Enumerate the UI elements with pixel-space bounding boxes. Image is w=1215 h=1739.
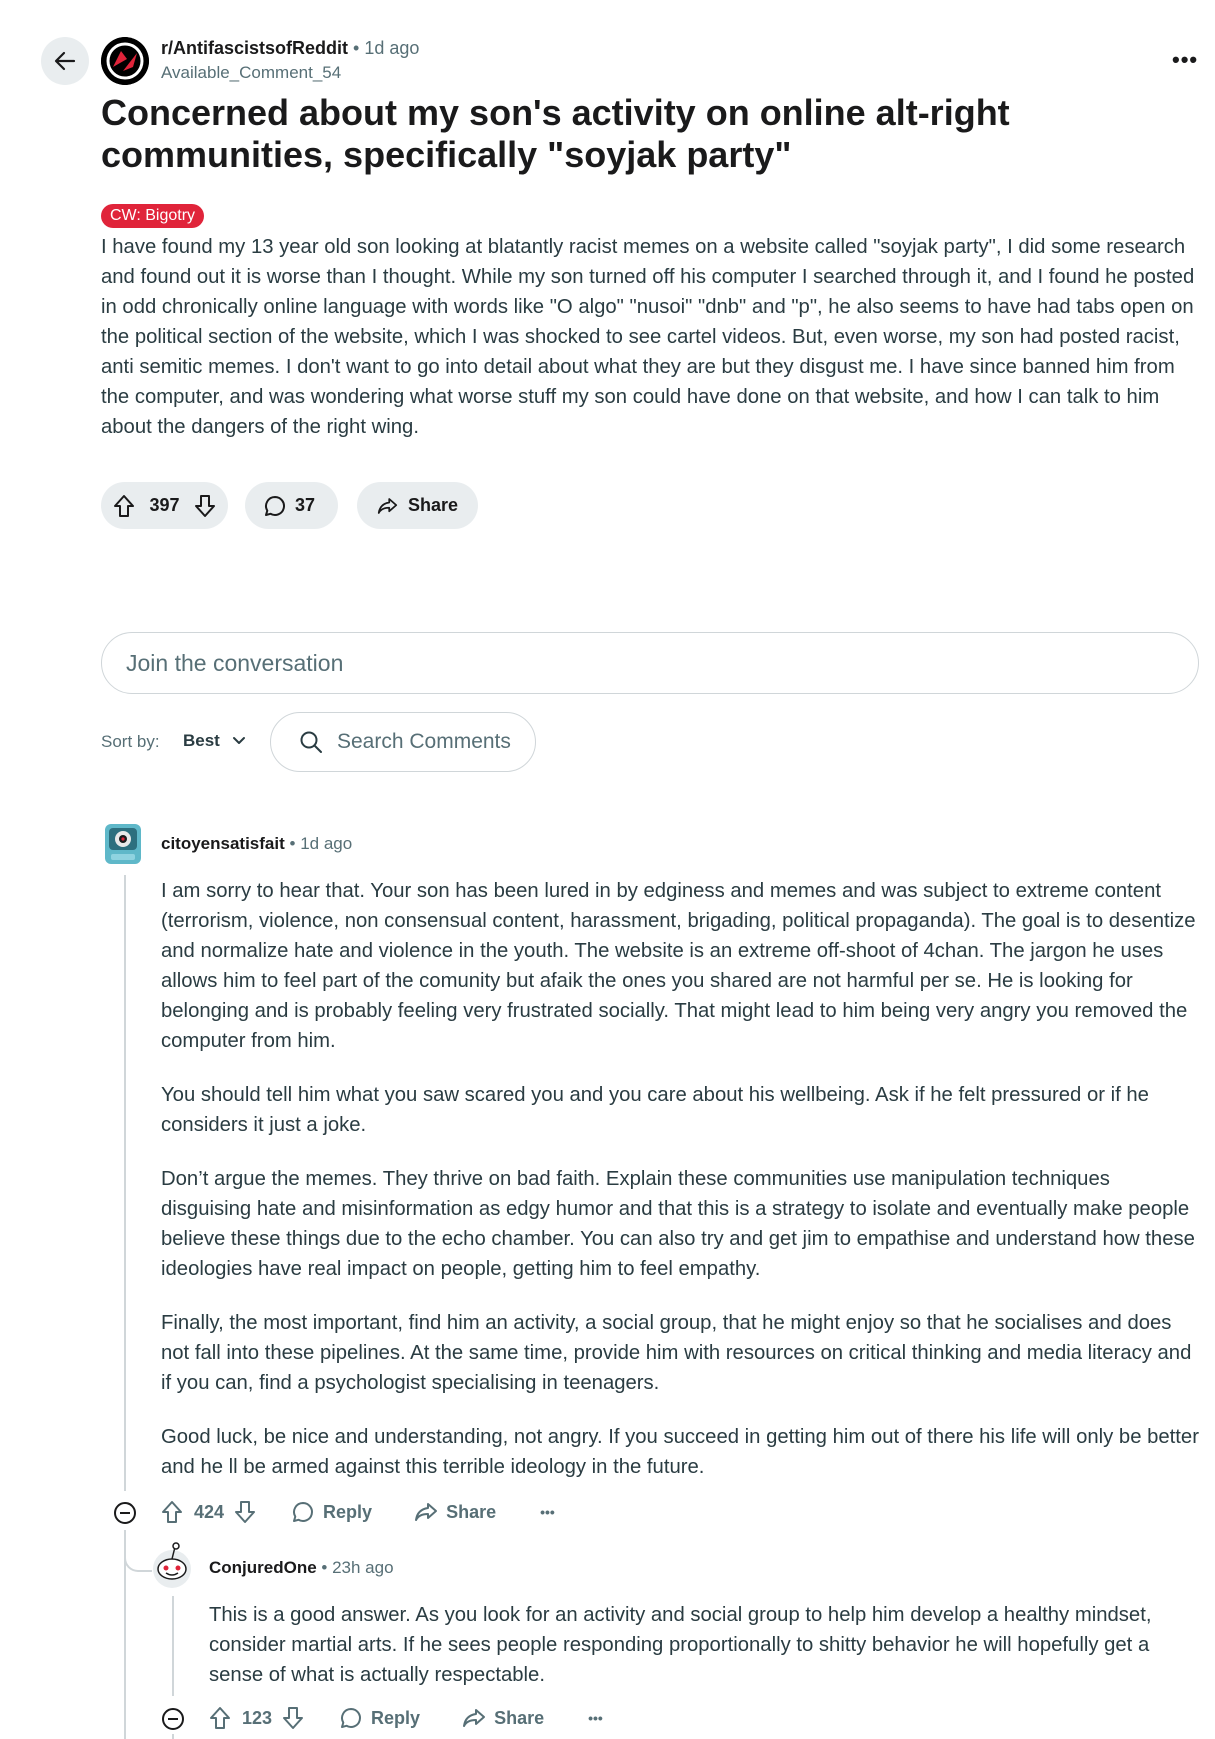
share-label: Share [407,495,458,515]
back-button[interactable] [41,37,89,85]
downvote-icon [234,1500,256,1524]
comment-paragraph: This is a good answer. As you look for an activity and social group to help him develop a healthy mindset, consider martial arts. If he sees people responding proportionally to shitty behavior he will hopefully get a sense of what is actually respectable. [209,1604,1152,1686]
downvote-button[interactable] [234,1500,256,1524]
comment-icon [291,1500,315,1524]
comment-paragraph: Finally, the most important, find him an activity, a social group, that he might enjoy so that he socialises and does not fall into these pipelines. At the same time, provide him with resources on critical thinking and media literacy and if you can, find a psychologist specialising in teenagers. [161,1312,1192,1394]
post-body: I have found my 13 year old son looking at blatantly racist memes on a website called "soyjak party", I did some research and found out it is worse than I thought. While my son turned off his computer I searched through it, and I found he posted in odd chronically online language with words like "O algo" "nusoi" "dnb" and "p", he also seems to have had tabs open on the political section of the website, which I was shocked to see cartel videos. But, even worse, my son had posted racist, anti semitic memes. I don't want to go into detail about what they are but they disgust me. I have since banned him from the computer, and was wondering what worse stuff my son could have done on that website, and how I can talk to him about the dangers of the right wing. [101,236,1195,438]
comments-button[interactable] [245,482,338,529]
more-options-button[interactable]: ••• [588,1710,603,1726]
upvote-button[interactable] [113,494,135,518]
more-options-button[interactable]: ••• [1172,47,1199,72]
back-arrow-icon [54,50,76,72]
post-title: Concerned about my son's activity on online alt-right communities, specifically "soyjak party" [101,92,1010,175]
collapse-icon [120,1512,130,1514]
vote-count: 397 [149,495,180,515]
downvote-button[interactable] [194,494,216,518]
reply-connector [124,1548,152,1572]
thread-line[interactable] [172,1596,174,1696]
subreddit-avatar[interactable] [101,37,149,85]
downvote-icon [194,494,216,518]
reply-button[interactable] [291,1500,372,1524]
comment-icon [339,1706,363,1730]
search-comments-placeholder: Search Comments [337,730,511,753]
more-options-button[interactable]: ••• [540,1504,555,1520]
collapse-icon [168,1718,178,1720]
share-button[interactable] [462,1707,544,1729]
join-conversation-placeholder: Join the conversation [126,649,344,676]
chevron-down-icon [232,736,246,746]
search-icon [299,730,323,754]
share-icon [462,1707,486,1729]
post-meta [161,38,419,59]
comment-vote-count: 424 [194,1501,225,1522]
user-avatar-icon [101,818,145,868]
collapse-thread-button[interactable] [162,1708,184,1730]
comment-time: 1d ago [300,834,353,853]
upvote-icon [209,1706,231,1730]
post-author[interactable]: Available_Comment_54 [161,63,342,82]
comment-paragraph: Good luck, be nice and understanding, not angry. If you succeed in getting him out of there his life will only be better and he ll be armed against this terrible ideology in the future. [161,1426,1199,1478]
comment-author-line [161,834,352,854]
comment-paragraph: I am sorry to hear that. Your son has been lured in by edginess and memes and was subject to extreme content (terrorism, violence, non consensual content, harassment, brigading, political propaganda). The goal is to desentize and normalize hate and violence in the youth. The website is an extreme off-shoot of 4chan. The jargon he uses allows him to feel part of the comunity but afaik the ones you shared are not harmful per se. He is looking for belonging and is probably feeling very frustrated socially. That might lead to him being very angry you removed the computer from him. [161,880,1196,1052]
comment-icon [263,494,287,518]
upvote-icon [113,494,135,518]
join-conversation-input[interactable] [101,632,1199,694]
subreddit-name[interactable]: r/AntifascistsofReddit [161,38,349,58]
reply-label: Reply [371,1707,421,1728]
comment-time: 23h ago [332,1558,394,1577]
comment-actions [209,1706,603,1730]
avatar[interactable] [101,818,145,868]
sort-value: Best [183,731,220,750]
comment-count: 37 [295,495,316,515]
share-button[interactable] [414,1501,496,1523]
search-comments-input[interactable] [270,712,536,772]
sort-dropdown[interactable] [183,731,246,751]
meta-separator: • [321,1558,328,1577]
reply-label: Reply [323,1501,373,1522]
snoo-avatar-icon [150,1541,194,1591]
share-icon [377,495,398,517]
downvote-button[interactable] [282,1706,304,1730]
collapse-thread-button[interactable] [114,1502,136,1524]
thread-line[interactable] [124,875,126,1491]
upvote-icon [161,1500,183,1524]
avatar[interactable] [150,1541,194,1591]
comment-actions [161,1500,555,1524]
share-button[interactable] [357,482,478,529]
share-icon [414,1501,438,1523]
reply-button[interactable] [339,1706,420,1730]
upvote-button[interactable] [161,1500,183,1524]
meta-separator: • [353,38,360,58]
upvote-button[interactable] [209,1706,231,1730]
comment-author[interactable]: ConjuredOne [209,1558,317,1577]
sort-label: Sort by: [101,732,160,751]
flair-badge[interactable]: CW: Bigotry [101,204,204,228]
share-label: Share [494,1707,545,1728]
post-time: 1d ago [364,38,420,58]
thread-line[interactable] [172,1734,174,1739]
comment-paragraph: You should tell him what you saw scared you and you care about his wellbeing. Ask if he felt pressured or if he considers it just a joke. [161,1084,1149,1136]
comment-paragraph: Don’t argue the memes. They thrive on bad faith. Explain these communities use manipulation techniques disguising hate and misinformation as edgy humor and that this is a strategy to isolate and eventually make people believe these things due to the echo chamber. You can also try and get jim to empathise and understand how these ideologies have real impact on people, getting him to feel empathy. [161,1168,1195,1280]
comment-body [209,1600,1199,1690]
comment-body [161,876,1201,1506]
subreddit-logo-icon [101,37,149,85]
comment-vote-count: 123 [242,1707,273,1728]
comment-author[interactable]: citoyensatisfait [161,834,285,853]
share-label: Share [446,1501,497,1522]
comment-author-line [209,1558,394,1578]
meta-separator: • [289,834,296,853]
vote-pill [101,482,228,529]
downvote-icon [282,1706,304,1730]
